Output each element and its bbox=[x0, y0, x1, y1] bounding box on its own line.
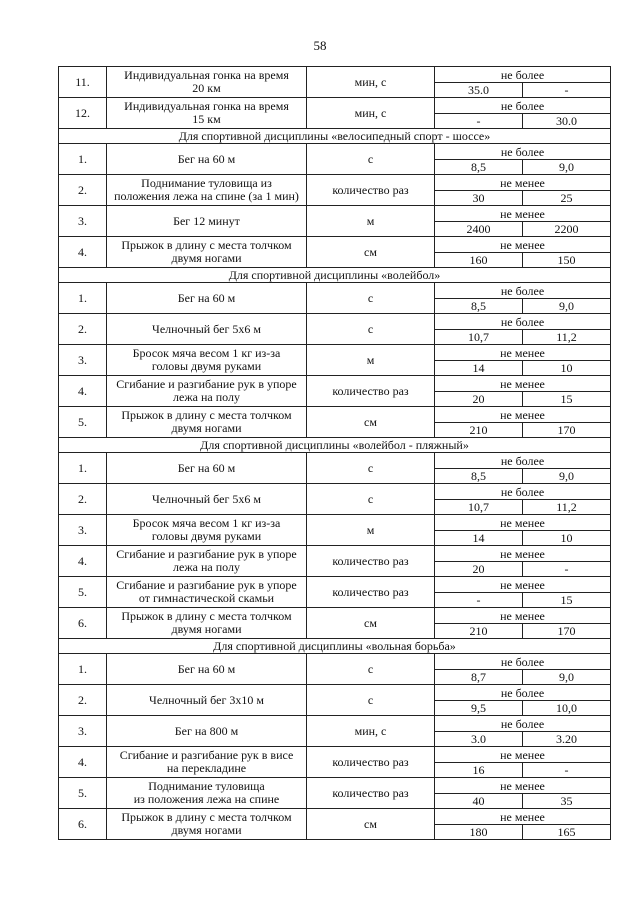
exercise-name-line: головы двумя руками bbox=[151, 529, 262, 543]
unit-cell: см bbox=[307, 608, 435, 639]
exercise-name bbox=[107, 778, 307, 809]
value-cell-2: - bbox=[523, 562, 611, 577]
value-cell-2: 9,0 bbox=[523, 160, 611, 175]
exercise-name-line: 15 км bbox=[192, 112, 221, 126]
exercise-name bbox=[107, 206, 307, 237]
exercise-name-line: двумя ногами bbox=[171, 251, 242, 265]
exercise-name bbox=[107, 376, 307, 407]
table-row bbox=[59, 283, 611, 299]
exercise-name-line: из положения лежа на спине bbox=[133, 792, 280, 806]
table-row bbox=[59, 314, 611, 330]
unit-cell: количество раз bbox=[307, 778, 435, 809]
exercise-name bbox=[107, 345, 307, 376]
row-number: 3. bbox=[59, 515, 107, 546]
exercise-name-line: Поднимание туловища bbox=[148, 779, 265, 793]
value-cell-2: 11,2 bbox=[523, 330, 611, 345]
exercise-name-line: головы двумя руками bbox=[151, 359, 262, 373]
row-number: 1. bbox=[59, 144, 107, 175]
exercise-name bbox=[107, 98, 307, 129]
row-number: 3. bbox=[59, 716, 107, 747]
exercise-name bbox=[107, 546, 307, 577]
unit-cell: количество раз bbox=[307, 175, 435, 206]
qualifier-cell: не более bbox=[435, 98, 611, 114]
value-cell-2: 35 bbox=[523, 794, 611, 809]
value-cell-2: 165 bbox=[523, 825, 611, 840]
qualifier-cell: не более bbox=[435, 716, 611, 732]
section-title: Для спортивной дисциплины «вольная борьба» bbox=[59, 639, 611, 654]
exercise-name bbox=[107, 685, 307, 716]
table-row bbox=[59, 716, 611, 732]
exercise-name-line: двумя ногами bbox=[171, 421, 242, 435]
row-number: 5. bbox=[59, 577, 107, 608]
qualifier-cell: не менее bbox=[435, 515, 611, 531]
unit-cell: количество раз bbox=[307, 376, 435, 407]
value-cell-1: - bbox=[435, 593, 523, 608]
value-cell-1: - bbox=[435, 114, 523, 129]
value-cell-2: 15 bbox=[523, 392, 611, 407]
exercise-name-line: Челночный бег 5х6 м bbox=[152, 491, 261, 506]
exercise-name-line: Бег на 800 м bbox=[174, 723, 239, 738]
exercise-name-line: Челночный бег 5х6 м bbox=[152, 321, 261, 336]
exercise-name bbox=[107, 237, 307, 268]
table-row bbox=[59, 376, 611, 392]
qualifier-cell: не менее bbox=[435, 407, 611, 423]
value-cell-1: 8,5 bbox=[435, 160, 523, 175]
row-number: 2. bbox=[59, 314, 107, 345]
unit-cell: с bbox=[307, 654, 435, 685]
value-cell-1: 40 bbox=[435, 794, 523, 809]
exercise-name bbox=[107, 484, 307, 515]
value-cell-1: 35.0 bbox=[435, 83, 523, 98]
exercise-name-line: Прыжок в длину с места толчком bbox=[121, 408, 292, 422]
value-cell-1: 10,7 bbox=[435, 330, 523, 345]
section-title: Для спортивной дисциплины «волейбол» bbox=[59, 268, 611, 283]
exercise-name-line: Бег на 60 м bbox=[177, 460, 236, 475]
table-row bbox=[59, 175, 611, 191]
exercise-name-line: лежа на полу bbox=[173, 560, 240, 574]
section-header-row bbox=[59, 438, 611, 453]
exercise-name-line: Прыжок в длину с места толчком bbox=[121, 609, 292, 623]
unit-cell: с bbox=[307, 144, 435, 175]
value-cell-1: 160 bbox=[435, 253, 523, 268]
table-row bbox=[59, 407, 611, 423]
table-row bbox=[59, 144, 611, 160]
value-cell-1: 10,7 bbox=[435, 500, 523, 515]
exercise-name-line: Бег на 60 м bbox=[177, 151, 236, 166]
unit-cell: с bbox=[307, 314, 435, 345]
table-row bbox=[59, 515, 611, 531]
value-cell-1: 210 bbox=[435, 423, 523, 438]
row-number: 2. bbox=[59, 484, 107, 515]
exercise-name-line: 20 км bbox=[192, 81, 221, 95]
exercise-name-line: Индивидуальная гонка на время bbox=[124, 99, 289, 113]
value-cell-1: 14 bbox=[435, 361, 523, 376]
qualifier-cell: не более bbox=[435, 67, 611, 83]
page-number: 58 bbox=[313, 38, 327, 53]
qualifier-cell: не менее bbox=[435, 206, 611, 222]
exercise-name bbox=[107, 515, 307, 546]
value-cell-1: 14 bbox=[435, 531, 523, 546]
value-cell-2: 25 bbox=[523, 191, 611, 206]
table-row bbox=[59, 67, 611, 83]
row-number: 1. bbox=[59, 283, 107, 314]
table-row bbox=[59, 206, 611, 222]
row-number: 6. bbox=[59, 608, 107, 639]
qualifier-cell: не менее bbox=[435, 778, 611, 794]
row-number: 12. bbox=[59, 98, 107, 129]
row-number: 5. bbox=[59, 778, 107, 809]
value-cell-2: 3.20 bbox=[523, 732, 611, 747]
exercise-name-line: Сгибание и разгибание рук в упоре bbox=[116, 547, 297, 561]
row-number: 4. bbox=[59, 546, 107, 577]
exercise-name-line: Сгибание и разгибание рук в висе bbox=[119, 748, 294, 762]
value-cell-1: 16 bbox=[435, 763, 523, 778]
table-row bbox=[59, 809, 611, 825]
exercise-name-line: Бег на 60 м bbox=[177, 661, 236, 676]
exercise-name-line: положения лежа на спине (за 1 мин) bbox=[114, 189, 299, 203]
standards-table bbox=[58, 66, 611, 840]
row-number: 1. bbox=[59, 453, 107, 484]
section-title: Для спортивной дисциплины «волейбол - пляжный» bbox=[59, 438, 611, 453]
qualifier-cell: не более bbox=[435, 283, 611, 299]
unit-cell: м bbox=[307, 515, 435, 546]
table-row bbox=[59, 747, 611, 763]
exercise-name bbox=[107, 144, 307, 175]
value-cell-2: - bbox=[523, 763, 611, 778]
unit-cell: см bbox=[307, 809, 435, 840]
unit-cell: см bbox=[307, 237, 435, 268]
qualifier-cell: не более bbox=[435, 144, 611, 160]
unit-cell: см bbox=[307, 407, 435, 438]
exercise-name-line: Прыжок в длину с места толчком bbox=[121, 810, 292, 824]
exercise-name bbox=[107, 577, 307, 608]
qualifier-cell: не более bbox=[435, 654, 611, 670]
exercise-name-line: Бросок мяча весом 1 кг из-за bbox=[132, 346, 281, 360]
exercise-name-line: Поднимание туловища из bbox=[141, 176, 272, 190]
exercise-name bbox=[107, 716, 307, 747]
row-number: 4. bbox=[59, 376, 107, 407]
exercise-name bbox=[107, 314, 307, 345]
value-cell-2: 11,2 bbox=[523, 500, 611, 515]
qualifier-cell: не более bbox=[435, 484, 611, 500]
unit-cell: мин, с bbox=[307, 67, 435, 98]
exercise-name bbox=[107, 67, 307, 98]
exercise-name bbox=[107, 654, 307, 685]
value-cell-1: 8,5 bbox=[435, 299, 523, 314]
exercise-name bbox=[107, 747, 307, 778]
value-cell-1: 20 bbox=[435, 392, 523, 407]
value-cell-2: 10 bbox=[523, 361, 611, 376]
value-cell-1: 3.0 bbox=[435, 732, 523, 747]
qualifier-cell: не менее bbox=[435, 345, 611, 361]
qualifier-cell: не более bbox=[435, 314, 611, 330]
value-cell-2: 9,0 bbox=[523, 299, 611, 314]
unit-cell: количество раз bbox=[307, 546, 435, 577]
value-cell-1: 8,5 bbox=[435, 469, 523, 484]
table-row bbox=[59, 237, 611, 253]
value-cell-2: 9,0 bbox=[523, 670, 611, 685]
value-cell-2: 170 bbox=[523, 624, 611, 639]
exercise-name-line: Челночный бег 3х10 м bbox=[149, 692, 264, 707]
unit-cell: количество раз bbox=[307, 747, 435, 778]
value-cell-1: 210 bbox=[435, 624, 523, 639]
exercise-name-line: двумя ногами bbox=[171, 823, 242, 837]
exercise-name-line: Бег 12 минут bbox=[173, 213, 240, 228]
value-cell-1: 9,5 bbox=[435, 701, 523, 716]
qualifier-cell: не менее bbox=[435, 376, 611, 392]
row-number: 3. bbox=[59, 345, 107, 376]
value-cell-2: 2200 bbox=[523, 222, 611, 237]
value-cell-2: 150 bbox=[523, 253, 611, 268]
unit-cell: с bbox=[307, 484, 435, 515]
value-cell-2: 15 bbox=[523, 593, 611, 608]
exercise-name-line: Бросок мяча весом 1 кг из-за bbox=[132, 516, 281, 530]
table-row bbox=[59, 453, 611, 469]
value-cell-2: 10,0 bbox=[523, 701, 611, 716]
qualifier-cell: не менее bbox=[435, 175, 611, 191]
row-number: 4. bbox=[59, 237, 107, 268]
qualifier-cell: не менее bbox=[435, 809, 611, 825]
value-cell-1: 2400 bbox=[435, 222, 523, 237]
row-number: 5. bbox=[59, 407, 107, 438]
table-row bbox=[59, 484, 611, 500]
section-header-row bbox=[59, 268, 611, 283]
qualifier-cell: не более bbox=[435, 453, 611, 469]
qualifier-cell: не более bbox=[435, 685, 611, 701]
row-number: 11. bbox=[59, 67, 107, 98]
exercise-name bbox=[107, 453, 307, 484]
exercise-name bbox=[107, 809, 307, 840]
unit-cell: с bbox=[307, 283, 435, 314]
qualifier-cell: не менее bbox=[435, 237, 611, 253]
value-cell-1: 8,7 bbox=[435, 670, 523, 685]
row-number: 3. bbox=[59, 206, 107, 237]
table-row bbox=[59, 608, 611, 624]
value-cell-2: 30.0 bbox=[523, 114, 611, 129]
exercise-name-line: на перекладине bbox=[166, 761, 247, 775]
exercise-name bbox=[107, 175, 307, 206]
table-row bbox=[59, 345, 611, 361]
qualifier-cell: не менее bbox=[435, 577, 611, 593]
exercise-name bbox=[107, 407, 307, 438]
exercise-name-line: Сгибание и разгибание рук в упоре bbox=[116, 578, 297, 592]
value-cell-2: 170 bbox=[523, 423, 611, 438]
table-row bbox=[59, 98, 611, 114]
row-number: 6. bbox=[59, 809, 107, 840]
table-row bbox=[59, 546, 611, 562]
row-number: 2. bbox=[59, 175, 107, 206]
unit-cell: мин, с bbox=[307, 716, 435, 747]
qualifier-cell: не менее bbox=[435, 546, 611, 562]
value-cell-2: - bbox=[523, 83, 611, 98]
qualifier-cell: не менее bbox=[435, 608, 611, 624]
row-number: 2. bbox=[59, 685, 107, 716]
value-cell-1: 20 bbox=[435, 562, 523, 577]
exercise-name-line: Прыжок в длину с места толчком bbox=[121, 238, 292, 252]
unit-cell: с bbox=[307, 685, 435, 716]
section-title: Для спортивной дисциплины «велосипедный спорт - шоссе» bbox=[59, 129, 611, 144]
table-row bbox=[59, 654, 611, 670]
section-header-row bbox=[59, 639, 611, 654]
unit-cell: количество раз bbox=[307, 577, 435, 608]
qualifier-cell: не менее bbox=[435, 747, 611, 763]
value-cell-2: 9,0 bbox=[523, 469, 611, 484]
table-row bbox=[59, 685, 611, 701]
unit-cell: м bbox=[307, 206, 435, 237]
exercise-name-line: лежа на полу bbox=[173, 390, 240, 404]
unit-cell: мин, с bbox=[307, 98, 435, 129]
exercise-name bbox=[107, 608, 307, 639]
unit-cell: м bbox=[307, 345, 435, 376]
exercise-name-line: от гимнастической скамьи bbox=[138, 591, 275, 605]
row-number: 1. bbox=[59, 654, 107, 685]
value-cell-2: 10 bbox=[523, 531, 611, 546]
exercise-name-line: Сгибание и разгибание рук в упоре bbox=[116, 377, 297, 391]
row-number: 4. bbox=[59, 747, 107, 778]
unit-cell: с bbox=[307, 453, 435, 484]
exercise-name bbox=[107, 283, 307, 314]
exercise-name-line: Бег на 60 м bbox=[177, 290, 236, 305]
exercise-name-line: Индивидуальная гонка на время bbox=[124, 68, 289, 82]
table-row bbox=[59, 778, 611, 794]
value-cell-1: 180 bbox=[435, 825, 523, 840]
exercise-name-line: двумя ногами bbox=[171, 622, 242, 636]
table-row bbox=[59, 577, 611, 593]
section-header-row bbox=[59, 129, 611, 144]
value-cell-1: 30 bbox=[435, 191, 523, 206]
